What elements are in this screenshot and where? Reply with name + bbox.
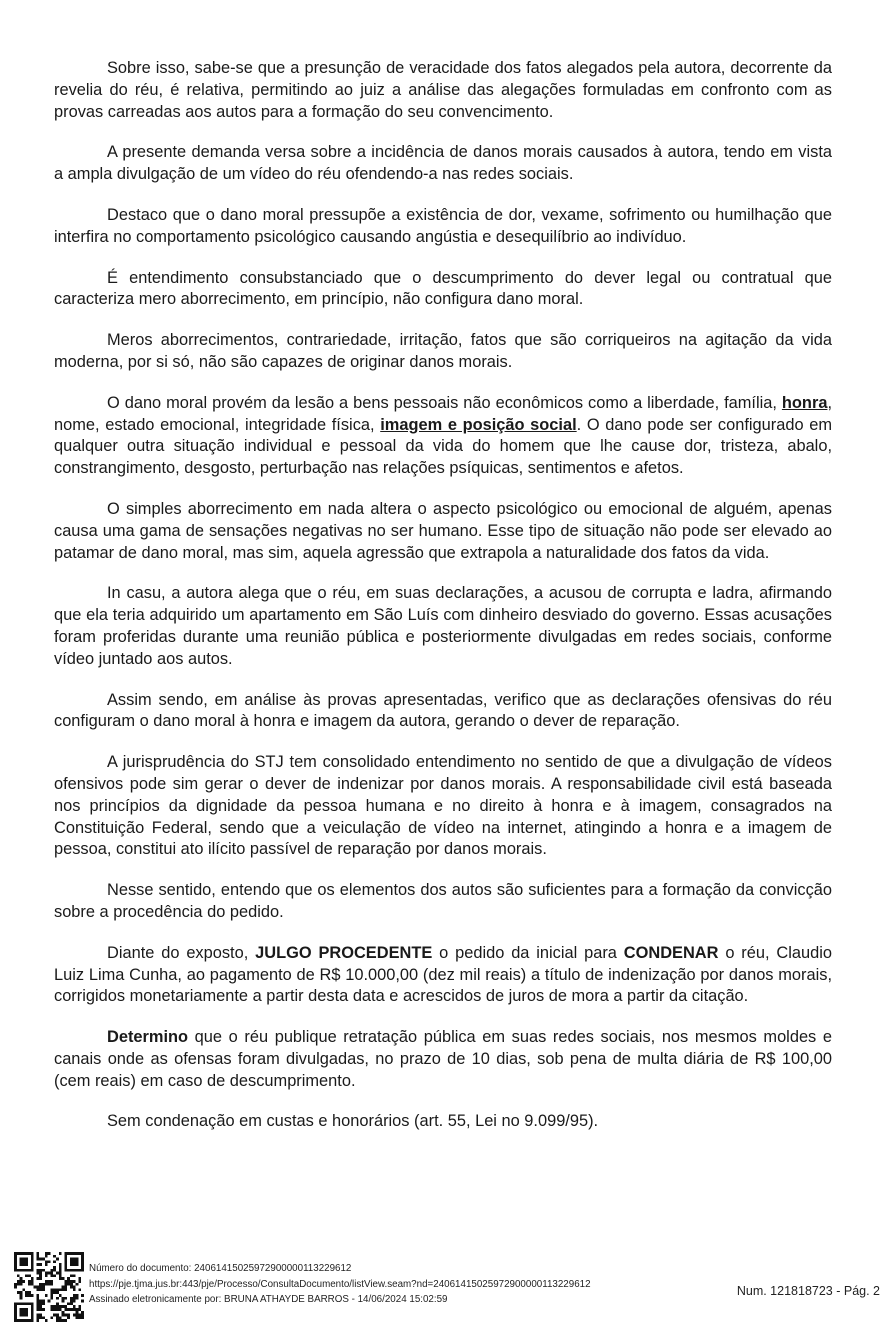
text-run: , nome, estado emocional, integridade física,	[54, 393, 832, 434]
text-run: O simples aborrecimento em nada altera o aspecto psicológico ou emocional de alguém, apenas causa uma gama de sensações negativas no ser humano. Esse tipo de situação não pode ser elevado ao patamar de dano moral, mas sim, aquela agressão que extrapola a naturalidade dos fatos da vida.	[54, 499, 832, 562]
text-run: que o réu publique retratação pública em suas redes sociais, nos mesmos moldes e canais onde as ofensas foram divulgadas, no prazo de 10 dias, sob pena de multa diária de R$ 100,00 (cem reais) em caso de descumprimento.	[54, 1028, 832, 1090]
emphasis-text: imagem e posição social	[380, 415, 577, 434]
paragraph	[54, 1111, 832, 1133]
emphasis-text: JULGO PROCEDENTE	[255, 943, 433, 962]
page-number: Num. 121818723 - Pág. 2	[736, 1284, 880, 1298]
paragraph	[54, 142, 832, 186]
paragraph	[54, 583, 832, 670]
paragraph	[54, 943, 832, 1008]
text-run: A jurisprudência do STJ tem consolidado entendimento no sentido de que a divulgação de vídeos ofensivos pode sim gerar o dever de indenizar por danos morais. A responsabilidade civil está baseada nos princípios da dignidade da pessoa humana e no direito à honra e à imagem, consagrados na Constituição Federal, sendo que a veiculação de vídeo na internet, atingindo a honra e a imagem de pessoa, constitui ato ilícito passível de reparação por danos morais.	[54, 753, 832, 859]
document-footer	[0, 1248, 886, 1327]
emphasis-text: honra	[781, 393, 828, 412]
paragraph	[54, 690, 832, 734]
paragraph	[54, 205, 832, 249]
paragraph	[54, 268, 832, 312]
signature-info: Assinado eletronicamente por: BRUNA ATHAYDE BARROS - 14/06/2024 15:02:59	[89, 1294, 448, 1305]
text-run: . O dano pode ser configurado em qualquer outra situação individual e pessoal da vida do homem que lhe cause dor, tristeza, abalo, constrangimento, desgosto, perturbação nas relações psíquicas, sentimentos e afetos.	[54, 415, 833, 478]
paragraph	[54, 880, 832, 924]
paragraph	[54, 499, 832, 564]
document-metadata	[89, 1261, 591, 1308]
paragraph	[54, 1027, 832, 1092]
paragraph	[54, 752, 832, 861]
text-run: Nesse sentido, entendo que os elementos dos autos são suficientes para a formação da convicção sobre a procedência do pedido.	[54, 881, 832, 921]
text-run: Diante do exposto,	[107, 943, 256, 962]
text-run: Sobre isso, sabe-se que a presunção de veracidade dos fatos alegados pela autora, decorrente da revelia do réu, é relativa, permitindo ao juiz a análise das alegações formuladas em confronto com as provas carreadas aos autos para a formação do seu convencimento.	[54, 59, 832, 121]
text-run: Assim sendo, em análise às provas apresentadas, verifico que as declarações ofensivas do réu configuram o dano moral à honra e imagem da autora, gerando o dever de reparação.	[54, 690, 832, 731]
paragraph	[54, 58, 832, 123]
text-run: É entendimento consubstanciado que o descumprimento do dever legal ou contratual que caracteriza mero aborrecimento, em princípio, não configura dano moral.	[54, 268, 832, 309]
paragraph	[54, 330, 832, 374]
qr-code-icon	[14, 1252, 84, 1322]
text-run: O dano moral provém da lesão a bens pessoais não econômicos como a liberdade, família,	[107, 393, 782, 412]
emphasis-text: Determino	[107, 1028, 189, 1047]
text-run: Meros aborrecimentos, contrariedade, irritação, fatos que são corriqueiros na agitação da vida moderna, por si só, não são capazes de originar danos morais.	[54, 331, 832, 371]
text-run: In casu, a autora alega que o réu, em suas declarações, a acusou de corrupta e ladra, afirmando que ela teria adquirido um apartamento em São Luís com dinheiro desviado do governo. Essas acusações foram proferidas durante uma reunião pública e posteriormente divulgadas em redes sociais, conforme vídeo juntado aos autos.	[54, 584, 832, 668]
document-body	[54, 58, 832, 1152]
document-url[interactable]: https://pje.tjma.jus.br:443/pje/Processo/ConsultaDocumento/listView.seam?nd=24061415025972900000113229612	[89, 1278, 591, 1290]
emphasis-text: CONDENAR	[623, 943, 719, 962]
text-run: o pedido da inicial para	[432, 943, 624, 962]
text-run: Sem condenação em custas e honorários (art. 55, Lei no 9.099/95).	[107, 1112, 599, 1131]
paragraph	[54, 393, 832, 480]
text-run: o réu, Claudio Luiz Lima Cunha, ao pagamento de R$ 10.000,00 (dez mil reais) a título de indenização por danos morais, corrigidos monetariamente a partir desta data e acrescidos de juros de mora a partir da citação.	[54, 943, 832, 1006]
document-number: Número do documento: 24061415025972900000113229612	[89, 1263, 352, 1274]
text-run: Destaco que o dano moral pressupõe a existência de dor, vexame, sofrimento ou humilhação que interfira no comportamento psicológico causando angústia e desequilíbrio ao indivíduo.	[54, 205, 832, 246]
text-run: A presente demanda versa sobre a incidência de danos morais causados à autora, tendo em vista a ampla divulgação de um vídeo do réu ofendendo-a nas redes sociais.	[54, 143, 832, 184]
